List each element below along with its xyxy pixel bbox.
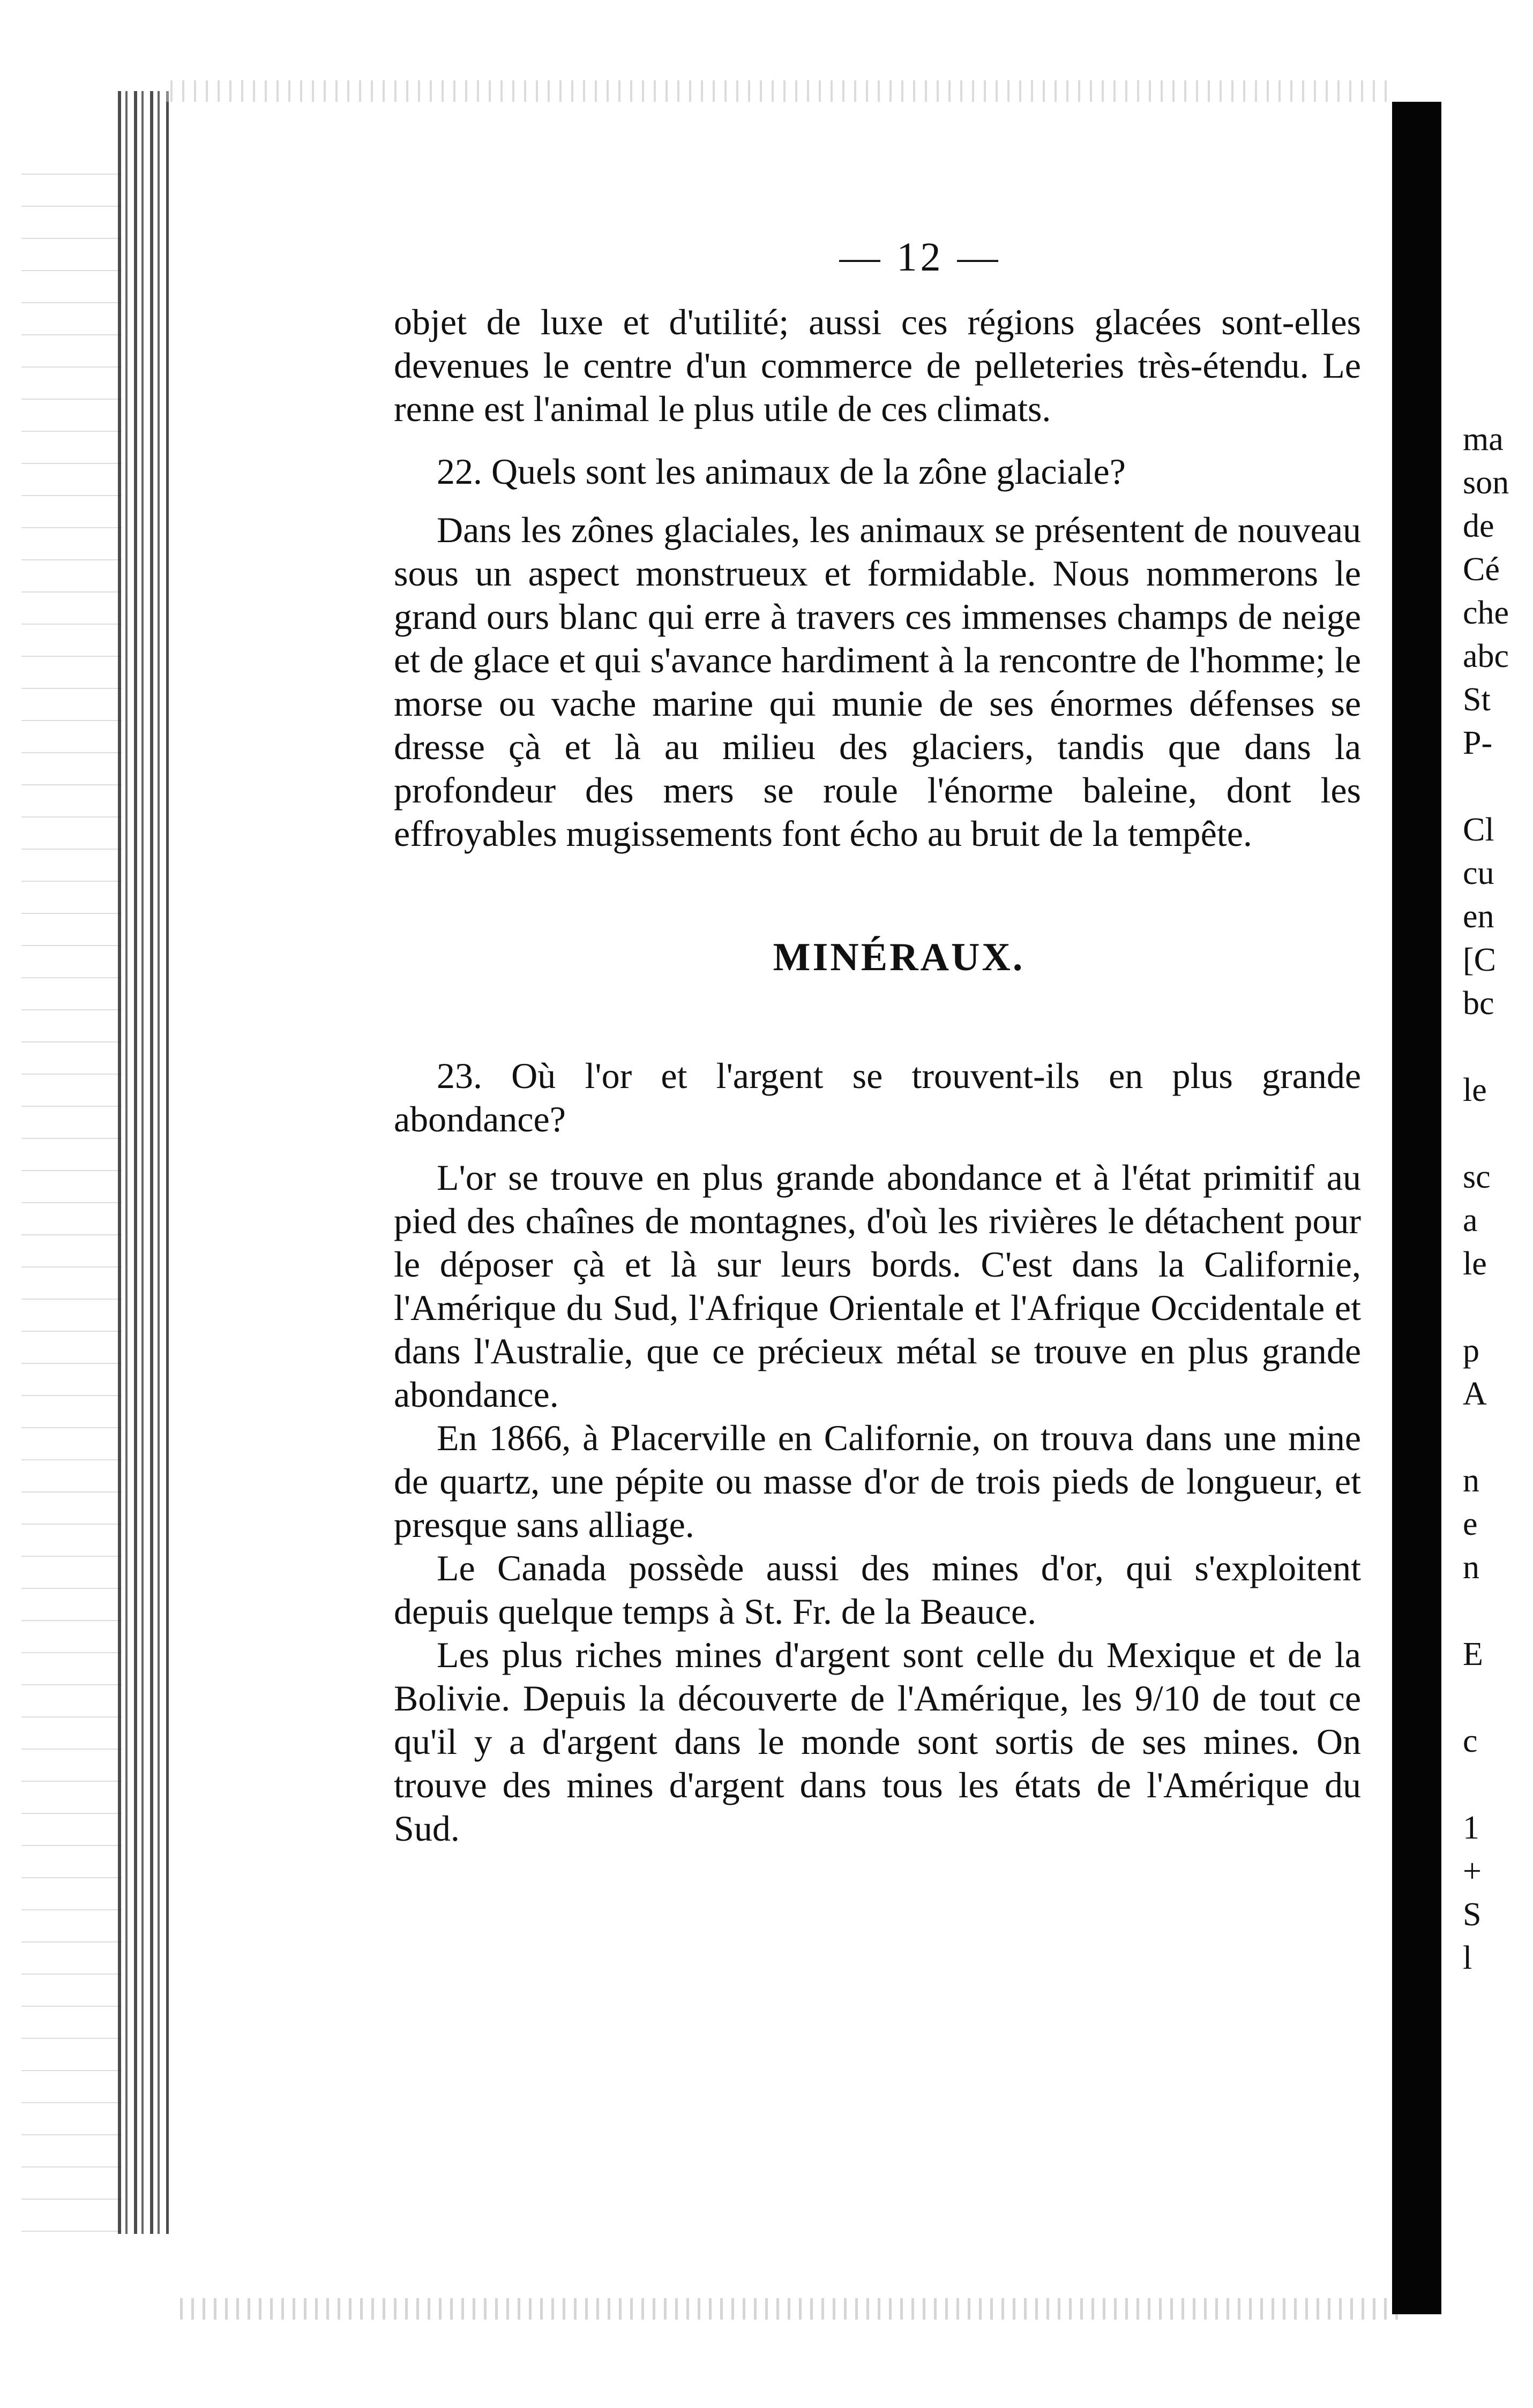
adjacent-fragment — [1463, 1025, 1527, 1069]
adjacent-fragment: l — [1463, 1940, 1472, 1976]
adjacent-fragment: [C — [1463, 942, 1496, 978]
adjacent-fragment: n — [1463, 1462, 1479, 1499]
answer-23-canada: Le Canada possède aussi des mines d'or, qui s'exploitent depuis quelque temps à St. Fr. de la Beauce. — [394, 1548, 1361, 1632]
adjacent-fragment: e — [1463, 1506, 1478, 1542]
adjacent-fragment — [1463, 1763, 1527, 1806]
paragraph-continuation: objet de luxe et d'utilité; aussi ces régions glacées sont-elles devenues le centre d'un commerce de pelleteries très-étendu. Le renne est l'animal le plus utile de ces climats. — [394, 302, 1361, 429]
page-number: — 12 — — [839, 235, 1001, 280]
adjacent-fragment: son — [1463, 464, 1509, 501]
adjacent-fragment: le — [1463, 1072, 1487, 1108]
adjacent-fragment: Cé — [1463, 551, 1500, 588]
adjacent-fragment — [1463, 1112, 1527, 1156]
adjacent-fragment: S — [1463, 1896, 1482, 1933]
scan-left-binding — [118, 91, 169, 2234]
adjacent-fragment — [1463, 1589, 1527, 1633]
page-content — [394, 236, 1361, 1850]
adjacent-fragment — [1463, 1676, 1527, 1720]
adjacent-fragment: sc — [1463, 1159, 1491, 1195]
adjacent-fragment: de — [1463, 508, 1494, 544]
adjacent-fragment — [1463, 1416, 1527, 1459]
adjacent-fragment: n — [1463, 1549, 1479, 1586]
adjacent-fragment: le — [1463, 1246, 1487, 1282]
adjacent-fragment: A — [1463, 1376, 1487, 1412]
answer-22: Dans les zônes glaciales, les animaux se présentent de nouveau sous un aspect monstrueux et formidable. Nous nommerons le grand ours blanc qui erre à travers ces immenses champs de neige et de glace et qui s'avance hardiment à la rencontre de l'homme; le morse ou vache marine qui munie de ses énormes défenses se dresse çà et là au milieu des glaciers, tandis que dans la profondeur des mers se roule l'énorme baleine, dont les effroyables mugissements font écho au bruit de la tempête. — [394, 509, 1361, 854]
question-23: 23. Où l'or et l'argent se trouvent-ils en plus grande abondance? — [394, 1055, 1361, 1139]
question-22: 22. Quels sont les animaux de la zône glaciale? — [437, 451, 1126, 492]
adjacent-fragment: ma — [1463, 421, 1504, 457]
scan-top-edge — [161, 80, 1393, 102]
adjacent-fragment: 1 — [1463, 1810, 1479, 1846]
adjacent-fragment: che — [1463, 595, 1509, 631]
scan-right-gutter — [1392, 102, 1441, 2314]
scan-left-speckle — [21, 161, 123, 2250]
adjacent-fragment: bc — [1463, 985, 1494, 1022]
adjacent-page-fragments — [1463, 418, 1527, 1980]
answer-23-gold-locations: L'or se trouve en plus grande abondance et à l'état primitif au pied des chaînes de montagnes, d'où les rivières le détachent pour le déposer çà et là sur leurs bords. C'est dans la Californie, l'Amérique du Sud, l'Afrique Orientale et l'Afrique Occidentale et dans l'Australie, que ce précieux métal se trouve en plus grande abondance. — [394, 1157, 1361, 1415]
adjacent-fragment: P- — [1463, 725, 1493, 761]
adjacent-fragment: p — [1463, 1332, 1479, 1369]
adjacent-fragment: E — [1463, 1636, 1483, 1672]
adjacent-fragment: + — [1463, 1853, 1482, 1889]
adjacent-fragment: abc — [1463, 638, 1509, 674]
adjacent-fragment: en — [1463, 898, 1494, 935]
adjacent-fragment: a — [1463, 1202, 1478, 1239]
section-heading-mineraux: MINÉRAUX. — [773, 935, 1025, 979]
answer-23-silver: Les plus riches mines d'argent sont celle du Mexique et de la Bolivie. Depuis la découverte de l'Amérique, les 9/10 de tout ce qu'il y a d'argent dans le monde sont sortis de ses mines. On trouve des mines d'argent dans tous les états de l'Amérique du Sud. — [394, 1634, 1361, 1849]
adjacent-fragment: St — [1463, 681, 1491, 718]
adjacent-fragment: c — [1463, 1723, 1478, 1759]
adjacent-fragment: cu — [1463, 855, 1494, 891]
adjacent-fragment: Cl — [1463, 812, 1494, 848]
answer-23-placerville: En 1866, à Placerville en Californie, on trouva dans une mine de quartz, une pépite ou masse d'or de trois pieds de longueur, et presque sans alliage. — [394, 1417, 1361, 1545]
scan-bottom-edge — [171, 2298, 1404, 2320]
adjacent-fragment — [1463, 1286, 1527, 1329]
adjacent-fragment — [1463, 765, 1527, 808]
